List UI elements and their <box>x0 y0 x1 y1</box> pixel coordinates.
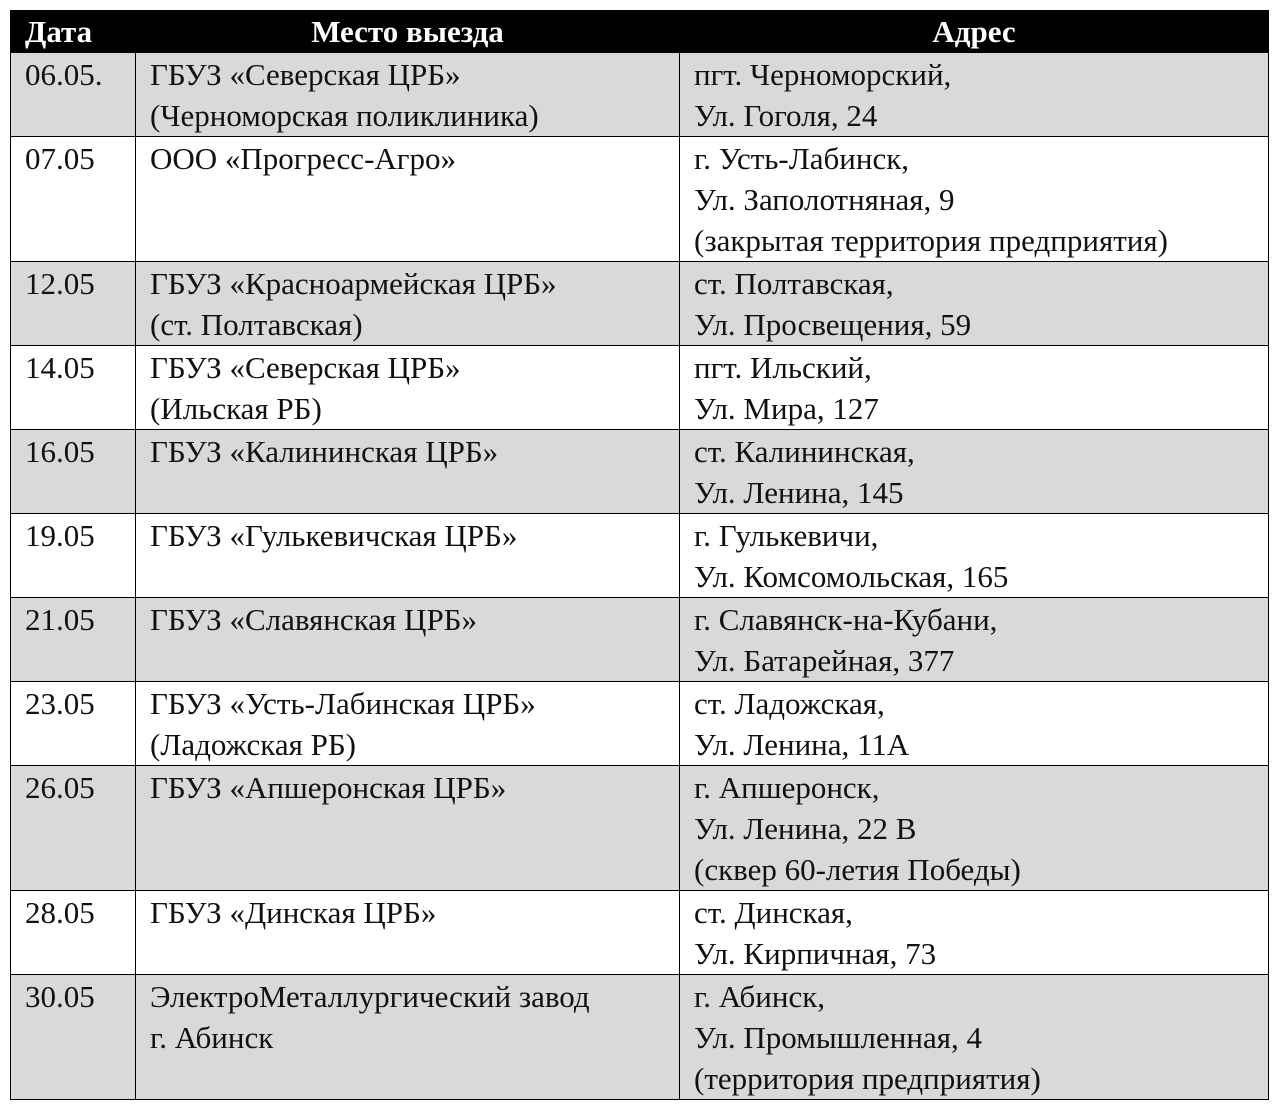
address-line: г. Апшеронск, <box>694 770 880 805</box>
date-text: 14.05 <box>25 350 95 385</box>
address-line: г. Усть-Лабинск, <box>694 141 910 176</box>
date-cell <box>11 891 136 975</box>
place-line: ГБУЗ «Славянская ЦРБ» <box>150 602 477 637</box>
address-line: (сквер 60-летия Победы) <box>694 852 1021 887</box>
header-address: Адрес <box>680 11 1269 53</box>
table-row <box>11 514 1269 598</box>
address-line: г. Абинск, <box>694 979 826 1014</box>
place-line: (Ильская РБ) <box>150 391 322 426</box>
place-line: ГБУЗ «Апшеронская ЦРБ» <box>150 770 507 805</box>
place-line: ГБУЗ «Северская ЦРБ» <box>150 350 461 385</box>
address-cell <box>680 598 1269 682</box>
address-line: Ул. Промышленная, 4 <box>694 1020 982 1055</box>
address-cell <box>680 137 1269 262</box>
address-line: г. Славянск-на-Кубани, <box>694 602 998 637</box>
address-line: Ул. Гоголя, 24 <box>694 98 878 133</box>
address-line: г. Гулькевичи, <box>694 518 879 553</box>
date-cell <box>11 430 136 514</box>
address-cell <box>680 514 1269 598</box>
place-cell <box>136 137 680 262</box>
place-line: ГБУЗ «Северская ЦРБ» <box>150 57 461 92</box>
place-line: ГБУЗ «Усть-Лабинская ЦРБ» <box>150 686 536 721</box>
address-cell <box>680 766 1269 891</box>
date-text: 21.05 <box>25 602 95 637</box>
address-line: Ул. Кирпичная, 73 <box>694 936 937 971</box>
date-text: 12.05 <box>25 266 95 301</box>
place-line: (ст. Полтавская) <box>150 307 363 342</box>
place-cell <box>136 514 680 598</box>
place-line: (Черноморская поликлиника) <box>150 98 539 133</box>
address-line: Ул. Просвещения, 59 <box>694 307 972 342</box>
table-row <box>11 682 1269 766</box>
date-text: 16.05 <box>25 434 95 469</box>
place-cell <box>136 430 680 514</box>
place-line: ГБУЗ «Красноармейская ЦРБ» <box>150 266 557 301</box>
place-line: (Ладожская РБ) <box>150 727 356 762</box>
place-cell <box>136 975 680 1100</box>
place-cell <box>136 682 680 766</box>
date-cell <box>11 53 136 137</box>
place-line: ЭлектроМеталлургический завод <box>150 979 590 1014</box>
place-line: ГБУЗ «Динская ЦРБ» <box>150 895 437 930</box>
address-line: ст. Ладожская, <box>694 686 885 721</box>
schedule-table <box>10 10 1269 1100</box>
address-line: Ул. Заполотняная, 9 <box>694 182 955 217</box>
place-line: ООО «Прогресс-Агро» <box>150 141 456 176</box>
address-cell <box>680 53 1269 137</box>
header-place: Место выезда <box>136 11 680 53</box>
table-row <box>11 598 1269 682</box>
place-cell <box>136 598 680 682</box>
address-line: Ул. Ленина, 11А <box>694 727 910 762</box>
address-line: Ул. Батарейная, 377 <box>694 643 955 678</box>
table-row <box>11 891 1269 975</box>
date-cell <box>11 598 136 682</box>
date-text: 06.05. <box>25 57 103 92</box>
address-line: Ул. Ленина, 145 <box>694 475 904 510</box>
address-line: пгт. Черноморский, <box>694 57 952 92</box>
date-cell <box>11 346 136 430</box>
table-row <box>11 262 1269 346</box>
table-row <box>11 430 1269 514</box>
table-row <box>11 137 1269 262</box>
address-cell <box>680 891 1269 975</box>
place-line: ГБУЗ «Калининская ЦРБ» <box>150 434 499 469</box>
date-cell <box>11 682 136 766</box>
header-row <box>11 11 1269 53</box>
address-line: (территория предприятия) <box>694 1061 1041 1096</box>
date-cell <box>11 766 136 891</box>
address-line: ст. Динская, <box>694 895 853 930</box>
place-cell <box>136 346 680 430</box>
address-cell <box>680 346 1269 430</box>
date-cell <box>11 975 136 1100</box>
address-cell <box>680 262 1269 346</box>
address-cell <box>680 682 1269 766</box>
address-line: Ул. Мира, 127 <box>694 391 879 426</box>
place-cell <box>136 766 680 891</box>
address-cell <box>680 975 1269 1100</box>
address-line: пгт. Ильский, <box>694 350 872 385</box>
address-line: Ул. Комсомольская, 165 <box>694 559 1009 594</box>
table-row <box>11 53 1269 137</box>
date-text: 28.05 <box>25 895 95 930</box>
table-row <box>11 975 1269 1100</box>
address-line: ст. Калининская, <box>694 434 915 469</box>
address-line: ст. Полтавская, <box>694 266 894 301</box>
date-cell <box>11 137 136 262</box>
date-text: 26.05 <box>25 770 95 805</box>
address-line: (закрытая территория предприятия) <box>694 223 1168 258</box>
schedule-body <box>11 53 1269 1100</box>
address-line: Ул. Ленина, 22 В <box>694 811 917 846</box>
address-cell <box>680 430 1269 514</box>
date-text: 07.05 <box>25 141 95 176</box>
header-date: Дата <box>11 11 136 53</box>
place-line: г. Абинск <box>150 1020 274 1055</box>
place-cell <box>136 262 680 346</box>
date-text: 30.05 <box>25 979 95 1014</box>
place-cell <box>136 53 680 137</box>
date-cell <box>11 514 136 598</box>
date-text: 19.05 <box>25 518 95 553</box>
date-cell <box>11 262 136 346</box>
table-row <box>11 766 1269 891</box>
place-line: ГБУЗ «Гулькевичская ЦРБ» <box>150 518 518 553</box>
table-row <box>11 346 1269 430</box>
place-cell <box>136 891 680 975</box>
date-text: 23.05 <box>25 686 95 721</box>
